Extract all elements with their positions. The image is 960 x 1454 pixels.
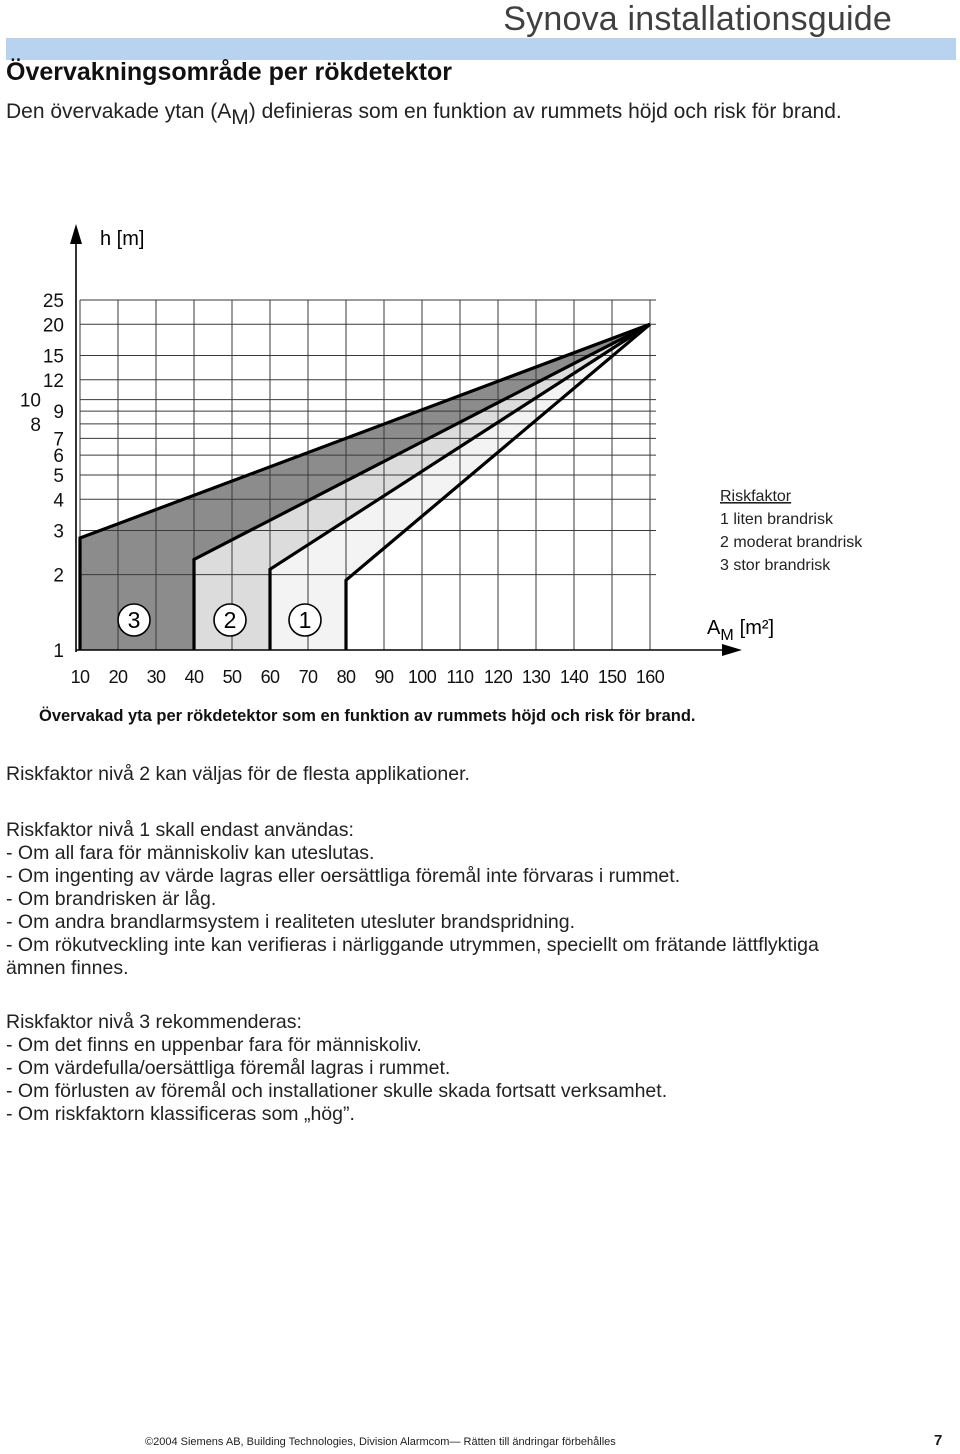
- x-axis-label-sub: M: [720, 627, 734, 644]
- list-item: - Om all fara för människoliv kan uteslutas.: [6, 842, 375, 864]
- x-tick-label: 70: [298, 667, 318, 687]
- x-axis-unit: [m²]: [739, 617, 775, 639]
- intro-subscript: M: [231, 106, 249, 129]
- paragraph-level-2: [6, 763, 470, 786]
- coverage-chart: [0, 210, 960, 730]
- y-tick-label: 12: [42, 370, 64, 392]
- x-tick-label: 30: [146, 667, 166, 687]
- legend-item-3: 3 stor brandrisk: [720, 557, 831, 574]
- list-item: - Om andra brandlarmsystem i realiteten utesluter brandspridning.: [6, 911, 576, 933]
- x-tick-label: 100: [407, 667, 437, 687]
- x-tick-label: 160: [635, 667, 665, 687]
- x-axis-label: [707, 617, 774, 644]
- list-item: - Om rökutveckling inte kan verifieras i närliggande utrymmen, speciellt om frätande lättflyktiga: [6, 934, 819, 956]
- y-tick-label: 6: [53, 446, 64, 468]
- y-tick-labels: [20, 291, 65, 662]
- curve-label: 2: [223, 607, 237, 633]
- chart-caption: Övervakad yta per rökdetektor som en funktion av rummets höjd och risk för brand.: [39, 707, 696, 725]
- chart-regions: [80, 324, 650, 650]
- footer-text: ©2004 Siemens AB, Building Technologies, Division Alarmcom— Rätten till ändringar förbehålles: [145, 1436, 616, 1448]
- x-axis-label-main: A: [707, 617, 721, 639]
- list-item: - Om det finns en uppenbar fara för människoliv.: [6, 1034, 422, 1056]
- paragraph-level-3: [6, 1011, 667, 1126]
- legend-item-2: 2 moderat brandrisk: [720, 534, 863, 551]
- x-tick-label: 10: [70, 667, 90, 687]
- x-tick-label: 90: [374, 667, 394, 687]
- y-tick-label: 10: [19, 390, 41, 412]
- y-tick-label: 2: [53, 565, 64, 587]
- x-tick-label: 60: [260, 667, 280, 687]
- y-tick-label: 1: [53, 641, 64, 662]
- list-item: - Om riskfaktorn klassificeras som „hög”.: [6, 1103, 355, 1125]
- level-1-lead: Riskfaktor nivå 1 skall endast användas:: [6, 819, 354, 841]
- list-item: - Om förlusten av föremål och installationer skulle skada fortsatt verksamhet.: [6, 1080, 668, 1102]
- y-tick-label: 15: [42, 346, 64, 368]
- section-title: Övervakningsområde per rökdetektor: [6, 58, 452, 86]
- level-2-text: Riskfaktor nivå 2 kan väljas för de flesta applikationer.: [6, 763, 470, 785]
- list-item: ämnen finnes.: [6, 957, 129, 979]
- y-tick-label: 7: [53, 429, 64, 451]
- x-axis-arrow-icon: [722, 644, 742, 656]
- page-number: 7: [934, 1432, 943, 1449]
- intro-before: Den övervakade ytan (A: [6, 100, 232, 123]
- paragraph-level-1: [6, 819, 819, 980]
- intro-after: ) definieras som en funktion av rummets höjd och risk för brand.: [248, 100, 842, 123]
- intro-text: [6, 100, 842, 130]
- x-tick-label: 40: [184, 667, 204, 687]
- x-tick-label: 120: [483, 667, 513, 687]
- legend-title: Riskfaktor: [720, 488, 792, 505]
- x-tick-labels: [71, 667, 665, 687]
- header-bar: [6, 38, 956, 60]
- y-tick-label: 20: [42, 315, 64, 337]
- y-tick-label: 4: [53, 490, 64, 512]
- y-tick-label: 3: [53, 521, 64, 543]
- x-tick-label: 150: [597, 667, 627, 687]
- y-tick-label: 9: [53, 402, 64, 424]
- y-tick-label: 5: [53, 466, 64, 487]
- list-item: - Om brandrisken är låg.: [6, 888, 217, 910]
- legend-item-1: 1 liten brandrisk: [720, 511, 833, 528]
- x-tick-label: 80: [336, 667, 356, 687]
- y-axis-arrow-icon: [70, 224, 82, 244]
- curve-label: 1: [298, 607, 312, 633]
- x-tick-label: 50: [222, 667, 242, 687]
- x-tick-label: 130: [521, 667, 551, 687]
- x-tick-label: 110: [446, 667, 474, 687]
- curve-label: 3: [127, 607, 141, 633]
- y-tick-label: 25: [42, 291, 64, 312]
- y-tick-label: 8: [30, 414, 41, 436]
- x-tick-label: 20: [108, 667, 128, 687]
- list-item: - Om ingenting av värde lagras eller oersättliga föremål inte förvaras i rummet.: [6, 865, 681, 887]
- x-tick-label: 140: [559, 667, 589, 687]
- document-title: Synova installationsguide: [503, 0, 892, 38]
- list-item: - Om värdefulla/oersättliga föremål lagras i rummet.: [6, 1057, 451, 1079]
- level-3-lead: Riskfaktor nivå 3 rekommenderas:: [6, 1011, 302, 1033]
- y-axis-label: h [m]: [100, 228, 145, 250]
